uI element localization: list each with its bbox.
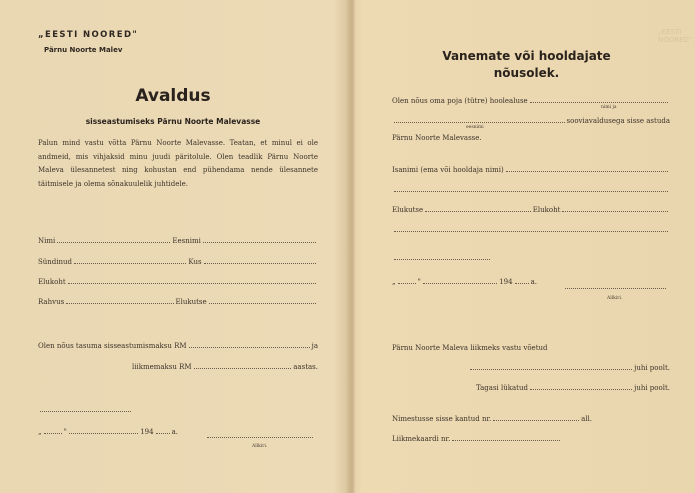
page-title: Avaldus — [135, 86, 211, 106]
signature-caption: Allkiri. — [252, 444, 268, 449]
elukoht-label: Elukoht — [38, 278, 66, 286]
isanimi-row-2 — [392, 185, 670, 192]
fee-label-2: liikmemaksu RM — [132, 363, 192, 371]
blank-line-left — [38, 405, 133, 412]
consent-label-3: Pärnu Noorte Malevasse. — [392, 134, 482, 142]
nimi-ja-caption: nimi ja — [601, 105, 617, 110]
kus-label: Kus — [188, 258, 202, 266]
signature-row-right — [563, 282, 668, 289]
elukutse-label-r: Elukutse — [392, 206, 424, 214]
born-row — [38, 257, 318, 266]
application-page — [0, 0, 346, 493]
date-row-left — [38, 427, 178, 436]
list-entry-label: Nimestusse sisse kantud nr. — [392, 415, 492, 423]
org-subtitle: Pärnu Noorte Malev — [44, 46, 123, 54]
member-card-row — [392, 434, 562, 443]
signature-caption-r: Allkiri. — [607, 296, 623, 301]
fee-row-2 — [132, 362, 318, 371]
residence-row — [38, 277, 318, 286]
elukutse-label: Elukutse — [175, 298, 207, 306]
ward-name-field[interactable] — [530, 96, 668, 103]
elukoht-field[interactable] — [68, 277, 316, 284]
isanimi-field-2[interactable] — [394, 185, 668, 192]
nationality-row — [38, 297, 318, 306]
rejected-label: Tagasi lükatud — [476, 384, 528, 392]
accepted-by-field[interactable] — [470, 363, 632, 370]
eesnimi-field[interactable] — [203, 236, 316, 243]
date-quote-close: " — [63, 428, 67, 436]
isanimi-label: Isanimi (ema või hooldaja nimi) — [392, 166, 504, 174]
fee-end-1: ja — [311, 342, 318, 350]
juhi-poolt-2: juhi poolt. — [634, 384, 670, 392]
date-day-field[interactable] — [44, 427, 62, 434]
sundinud-label: Sündinud — [38, 258, 73, 266]
date-year-r: 194 — [499, 278, 513, 286]
accepted-label: Pärnu Noorte Maleva liikmeks vastu võetud — [392, 344, 548, 352]
occupation-row-2 — [392, 225, 670, 232]
fee-label-1: Olen nõus tasuma sisseastumismaksu RM — [38, 342, 187, 350]
ward-firstname-field[interactable] — [394, 116, 565, 123]
rejected-by-field[interactable] — [530, 383, 632, 390]
elukutse-field[interactable] — [209, 297, 316, 304]
sundinud-field[interactable] — [74, 257, 186, 264]
elukoht-field-r[interactable] — [562, 205, 668, 212]
occupation-extra-field[interactable] — [394, 225, 668, 232]
date-quote-open: „ — [38, 428, 42, 436]
name-row — [38, 236, 318, 245]
date-year: 194 — [140, 428, 154, 436]
org-name: „EESTI NOORED" — [38, 30, 139, 40]
occupation-row — [392, 205, 670, 214]
date-end-r: a. — [530, 278, 537, 286]
accepted-leader-row — [468, 363, 670, 372]
rahvus-field[interactable] — [66, 297, 173, 304]
date-year-field-r[interactable] — [515, 277, 529, 284]
consent-label-1: Olen nõus oma poja (tütre) hoolealuse — [392, 97, 528, 105]
consent-row-3 — [392, 134, 670, 142]
member-fee-field[interactable] — [194, 362, 292, 369]
blank-field-r[interactable] — [394, 253, 490, 260]
consent-page — [358, 0, 695, 493]
rahvus-label: Rahvus — [38, 298, 65, 306]
fee-row-1 — [38, 341, 318, 350]
date-day-field-r[interactable] — [398, 277, 416, 284]
eesnimi-label: Eesnimi — [172, 237, 201, 245]
list-entry-end: all. — [581, 415, 592, 423]
isanimi-field[interactable] — [506, 165, 668, 172]
fee-end-2: aastas. — [293, 363, 318, 371]
bleed-through: „EESTI NOORED" — [658, 28, 693, 44]
date-month-field-r[interactable] — [423, 277, 497, 284]
consent-title-line1: Vanemate või hooldajate — [442, 49, 611, 63]
consent-title-line2: nõusolek. — [493, 66, 560, 80]
nimi-label: Nimi — [38, 237, 56, 245]
blank-line-right — [392, 253, 492, 260]
entry-fee-field[interactable] — [189, 341, 310, 348]
date-quote-close-r: " — [417, 278, 421, 286]
consent-title — [358, 48, 695, 82]
signature-row-left — [205, 431, 315, 438]
rejected-row — [476, 383, 670, 392]
member-card-label: Liikmekaardi nr. — [392, 435, 451, 443]
member-card-field[interactable] — [452, 434, 560, 441]
declaration-paragraph: Palun mind vastu võtta Pärnu Noorte Malevasse. Teatan, et minul ei ole andmeid, mis vihjaksid minu juudi päritolule. Olen teadlik Pärnu Noorte Maleva ülesannetest ning kohustan end pühendama nende ülesannete täitmisele ja olema sõnakuulelik juhtidele. — [38, 139, 318, 188]
elukoht-label-r: Elukoht — [532, 206, 561, 214]
list-entry-row — [392, 414, 592, 423]
consent-row-1 — [392, 96, 670, 105]
elukutse-field-r[interactable] — [425, 205, 531, 212]
nimi-field[interactable] — [57, 236, 170, 243]
juhi-poolt-1: juhi poolt. — [634, 364, 670, 372]
date-year-field[interactable] — [156, 427, 170, 434]
date-end: a. — [171, 428, 178, 436]
eesnimi-caption: eesnimi — [466, 125, 484, 130]
blank-field[interactable] — [40, 405, 131, 412]
kus-field[interactable] — [204, 257, 316, 264]
list-entry-field[interactable] — [493, 414, 579, 421]
consent-label-2: sooviavaldusega sisse astuda — [566, 117, 670, 125]
date-month-field[interactable] — [69, 427, 138, 434]
page-subtitle: sisseastumiseks Pärnu Noorte Malevasse — [85, 117, 261, 126]
consent-row-2 — [392, 116, 670, 125]
signature-field-r[interactable] — [565, 282, 666, 289]
accepted-row — [392, 344, 670, 352]
date-row-right — [392, 277, 537, 286]
date-quote-open-r: „ — [392, 278, 396, 286]
signature-field[interactable] — [207, 431, 313, 438]
isanimi-row — [392, 165, 670, 174]
